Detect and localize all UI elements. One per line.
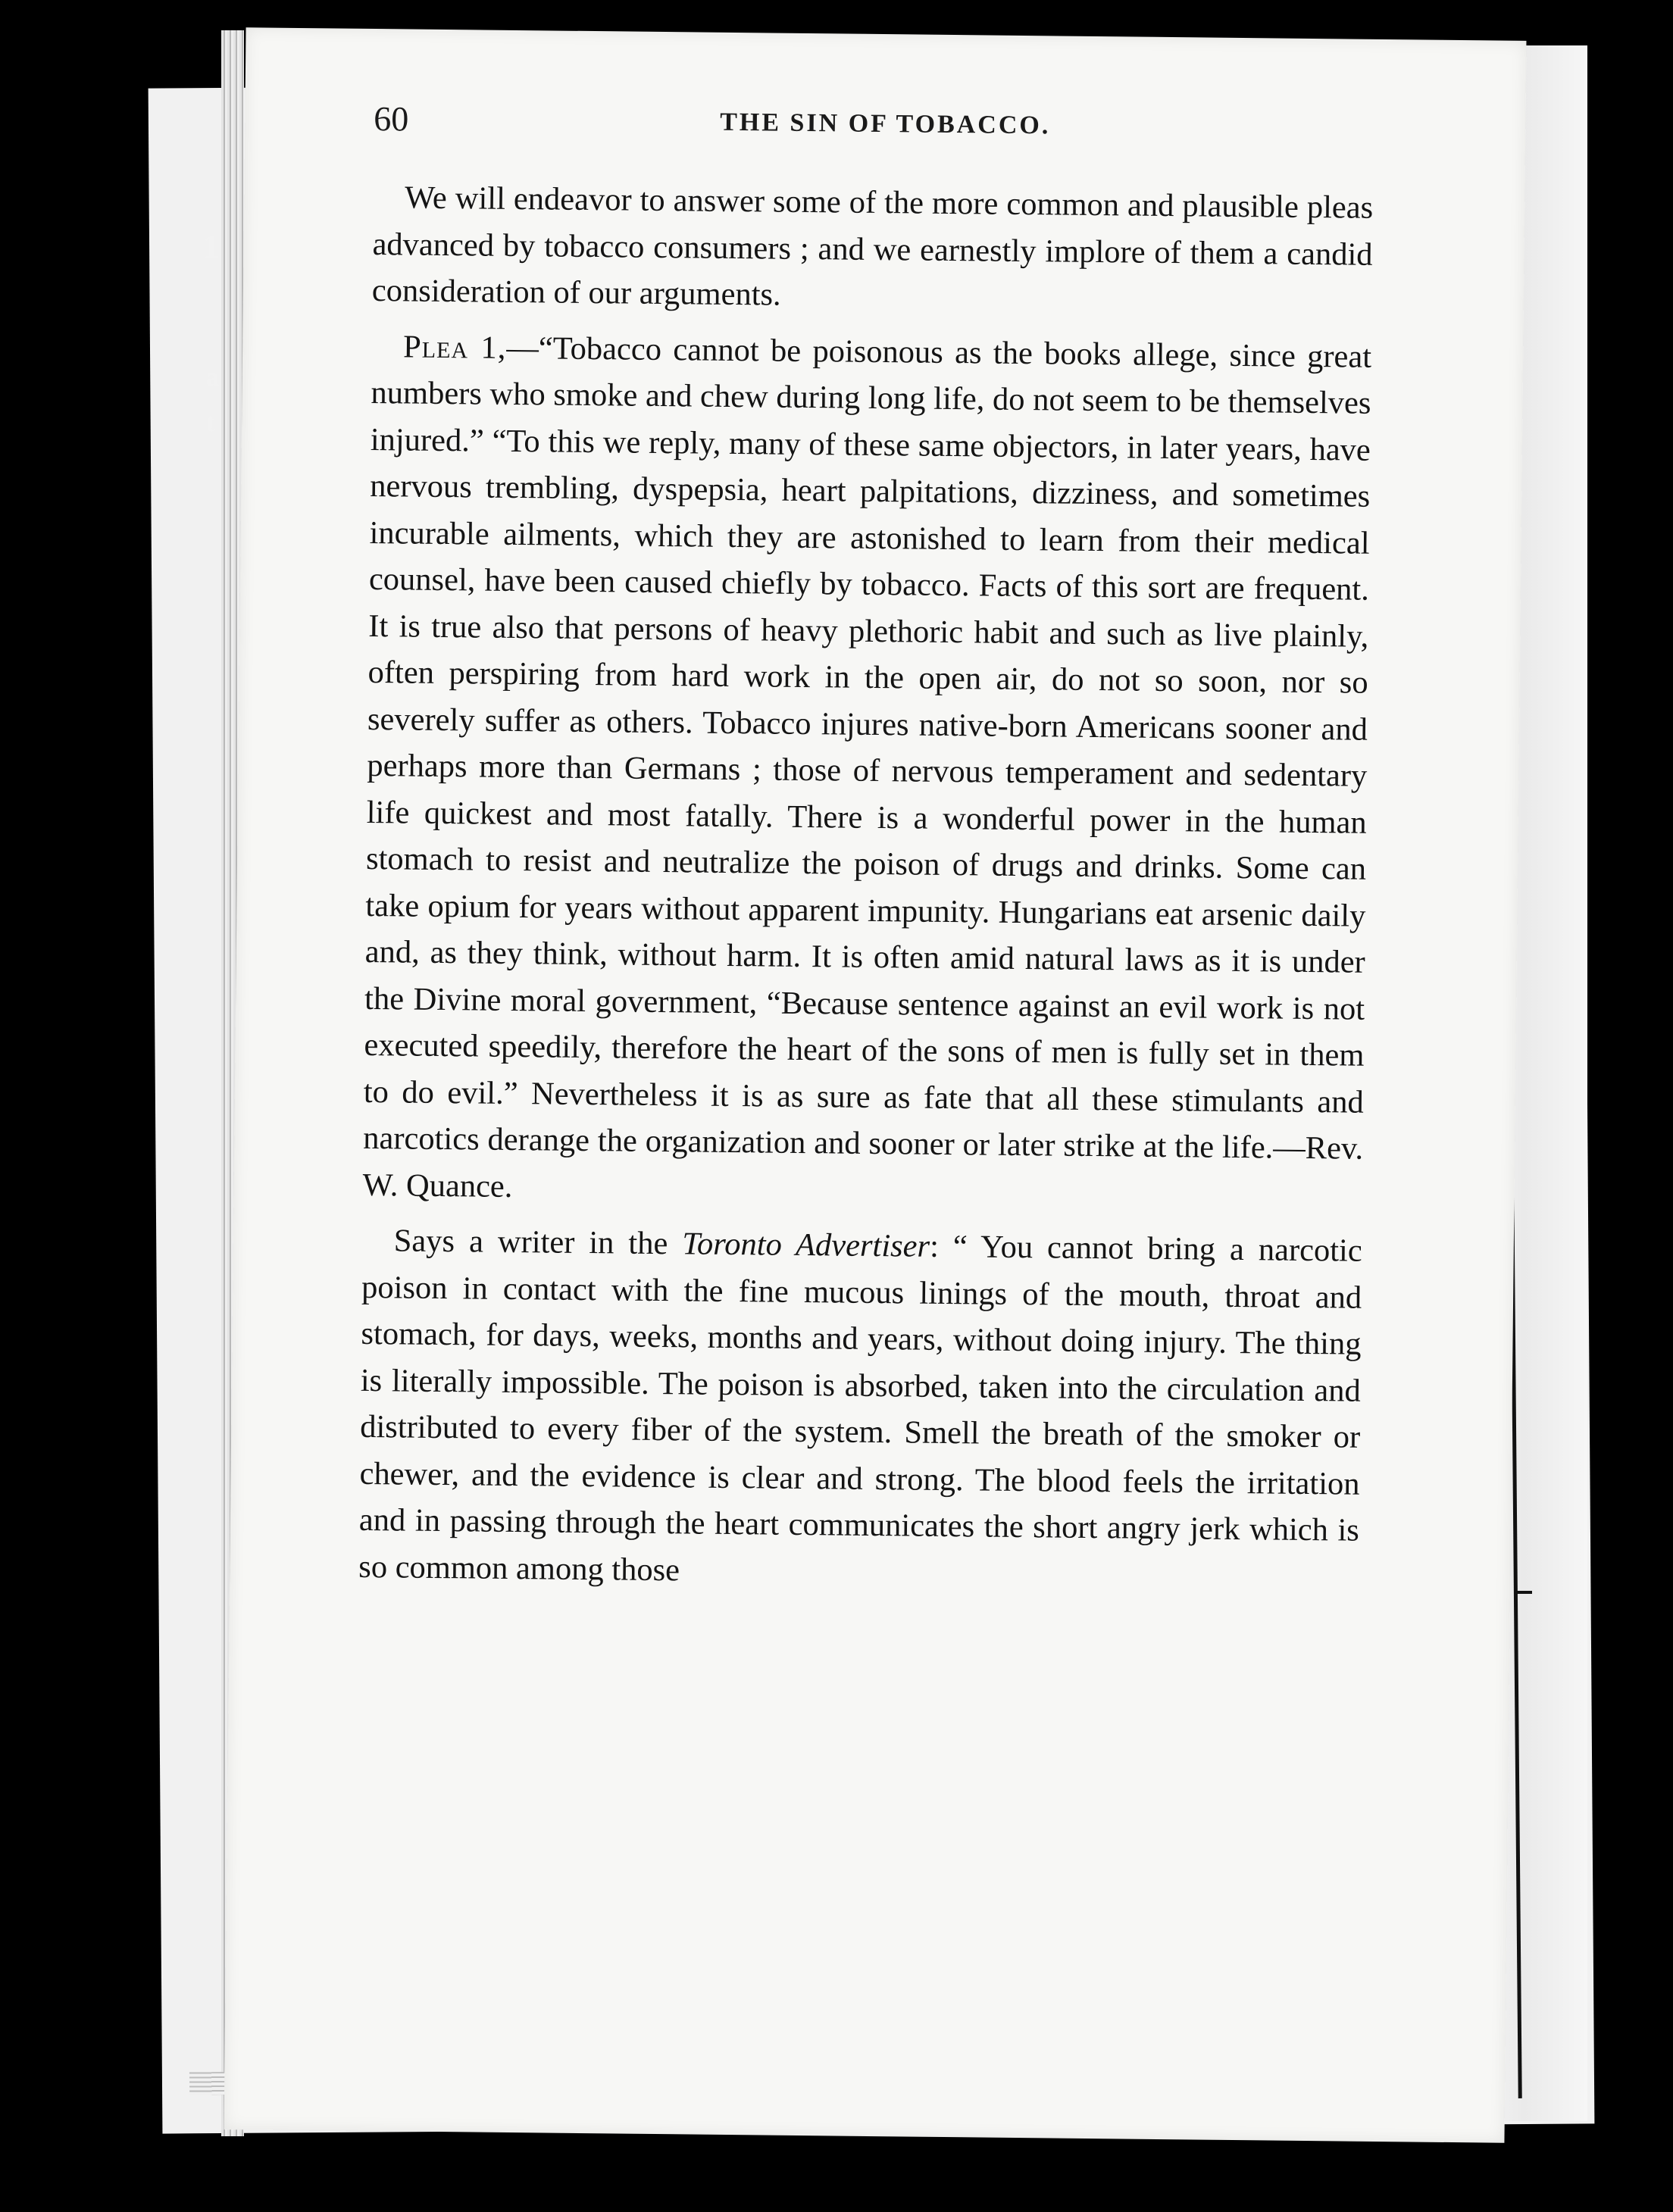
book-page	[224, 27, 1527, 2143]
source-title: Toronto Advertiser	[682, 1226, 930, 1264]
margin-mark-2: a	[206, 364, 219, 392]
paragraph-plea-1	[362, 323, 1371, 1218]
spine-tick-mark	[1515, 1591, 1532, 1594]
running-title: THE SIN OF TOBACCO.	[720, 108, 1051, 140]
paragraph-text-before: Says a writer in the	[393, 1223, 683, 1262]
paragraph-text: —“Tobacco cannot be poisonous as the books allege, since great numbers who smoke and chew during long life, do not seem to be themselves injured.” “To this we reply, many of these same objectors, in later years, have nervous trembling, dyspepsia, heart palpitations, dizziness, and sometimes incurable ailments, which they are astonished to learn from their medical counsel, have been caused chiefly by tobacco. Facts of this sort are frequent. It is true also that persons of heavy plethoric habit and such as live plainly, often perspiring from hard work in the open air, do not so soon, nor so severely suffer as others. Tobacco injures native-born Americans sooner and perhaps more than Germans ; those of nervous temperament and sedentary life quickest and most fatally. There is a wonderful power in the human stomach to resist and neutralize the poison of drugs and drinks. Some can take opium for years without apparent impunity. Hungarians eat arsenic daily and, as they think, without harm. It is often amid natural laws as it is under the Divine moral government, “Because sentence against an evil work is not executed speedily, therefore the heart of the sons of men is fully set in them to do evil.” Nevertheless it is as sure as fate that all these stimulants and narcotics derange the organization and sooner or later strike at the life.—Rev. W. Quance.	[362, 330, 1372, 1204]
paragraph-text: We will endeavor to answer some of the more common and plausible pleas advanced by tobacco consumers ; and we earnestly implore of them a candid consideration of our arguments.	[371, 180, 1374, 313]
margin-mark-3: t	[206, 409, 215, 437]
plea-label: Plea 1,	[402, 328, 507, 366]
running-head	[245, 97, 1526, 156]
body-text	[358, 174, 1373, 1601]
paragraph-intro	[372, 174, 1374, 324]
page-number: 60	[374, 99, 409, 139]
margin-mark-1: 1	[203, 228, 220, 265]
paragraph-text-after: : “ You cannot bring a narcotic poison in contact with the fine mucous linings of the mouth, throat and stomach, for days, weeks, months and years, without doing injury. The thing is literally impossible. The poison is absorbed, taken into the circulation and distributed to every fiber of the system. Smell the breath of the smoker or chewer, and the evidence is clear and strong. The blood feels the irritation and in passing through the heart communicates the short angry jerk which is so common among those	[358, 1228, 1362, 1588]
paragraph-toronto-quote	[358, 1217, 1362, 1601]
